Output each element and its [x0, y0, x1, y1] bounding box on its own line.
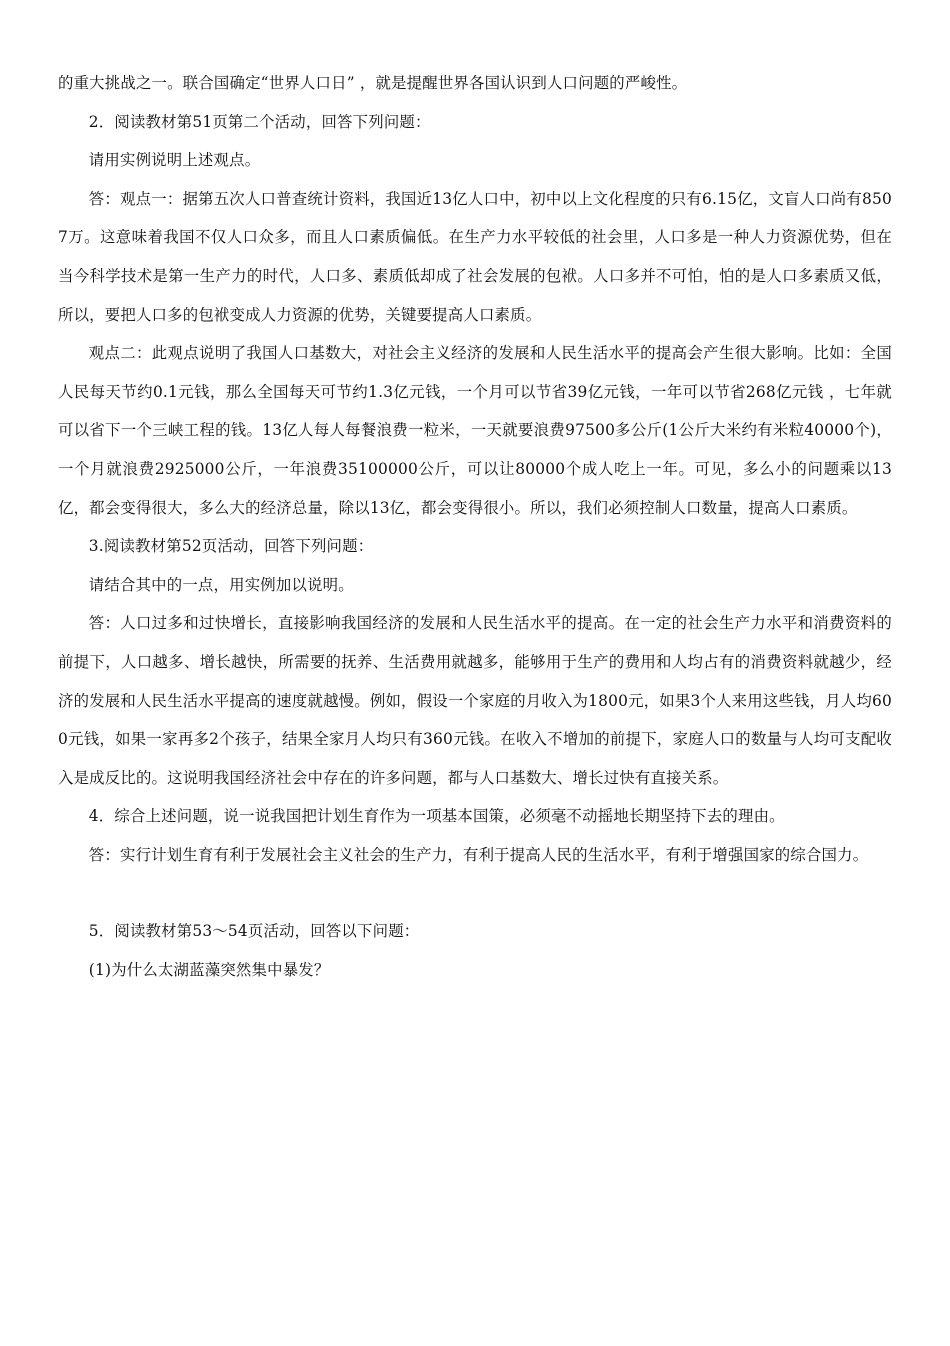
- question-5-heading: 5．阅读教材第53～54页活动，回答以下问题：: [88, 922, 420, 941]
- question-2-prompt: 请用实例说明上述观点。: [88, 151, 261, 170]
- question-5-subquestion-1: (1)为什么太湖蓝藻突然集中暴发？: [88, 961, 330, 980]
- question-3-heading: 3.阅读教材第52页活动，回答下列问题：: [88, 537, 374, 556]
- answer-2-viewpoint-1: 答：观点一：据第五次人口普查统计资料，我国近13亿人口中，初中以上文化程度的只有6.15亿，文盲人口尚有8507万。这意味着我国不仅人口众多，而且人口素质偏低。在生产力水平较低的社会里，人口多是一种人力资源优势，但在当今科学技术是第一生产力的时代，人口多、素质低却成了社会发展的包袱。人口多并不可怕，怕的是人口多素质又低，所以，要把人口多的包袱变成人力资源的优势，关键要提高人口素质。: [58, 189, 892, 324]
- question-3-prompt: 请结合其中的一点，用实例加以说明。: [88, 575, 354, 594]
- question-4-heading: 4．综合上述问题，说一说我国把计划生育作为一项基本国策，必须毫不动摇地长期坚持下去的理由。: [88, 807, 785, 826]
- answer-4: 答：实行计划生育有利于发展社会主义社会的生产力，有利于提高人民的生活水平，有利于增强国家的综合国力。: [88, 845, 869, 864]
- answer-2-viewpoint-2: 观点二：此观点说明了我国人口基数大，对社会主义经济的发展和人民生活水平的提高会产生很大影响。比如：全国人民每天节约0.1元钱，那么全国每天可节约1.3亿元钱，一个月可以节省39亿元钱，一年可以节省268亿元钱 ，七年就可以省下一个三峡工程的钱。13亿人每人每餐浪费一粒米，一天就要浪费97500多公斤(1公斤大米约有米粒40000个)，一个月就浪费2925000公斤，一年浪费35100000公斤，可以让80000个成人吃上一年。可见，多么小的问题乘以13亿，都会变得很大，多么大的经济总量，除以13亿，都会变得很小。所以，我们必须控制人口数量，提高人口素质。: [58, 344, 892, 517]
- section-spacer: [58, 874, 892, 912]
- question-2-heading: 2．阅读教材第51页第二个活动，回答下列问题：: [88, 112, 431, 131]
- document-page: [58, 64, 892, 990]
- paragraph-intro-continuation: 的重大挑战之一。联合国确定“世界人口日” ，就是提醒世界各国认识到人口问题的严峻性。: [58, 74, 688, 92]
- answer-3: 答：人口过多和过快增长，直接影响我国经济的发展和人民生活水平的提高。在一定的社会生产力水平和消费资料的前提下，人口越多、增长越快，所需要的抚养、生活费用就越多，能够用于生产的费用和人均占有的消费资料就越少，经济的发展和人民生活水平提高的速度就越慢。例如，假设一个家庭的月收入为1800元，如果3个人来用这些钱，月人均600元钱，如果一家再多2个孩子，结果全家月人均只有360元钱。在收入不增加的前提下，家庭人口的数量与人均可支配收入是成反比的。这说明我国经济社会中存在的许多问题，都与人口基数大、增长过快有直接关系。: [58, 614, 892, 787]
